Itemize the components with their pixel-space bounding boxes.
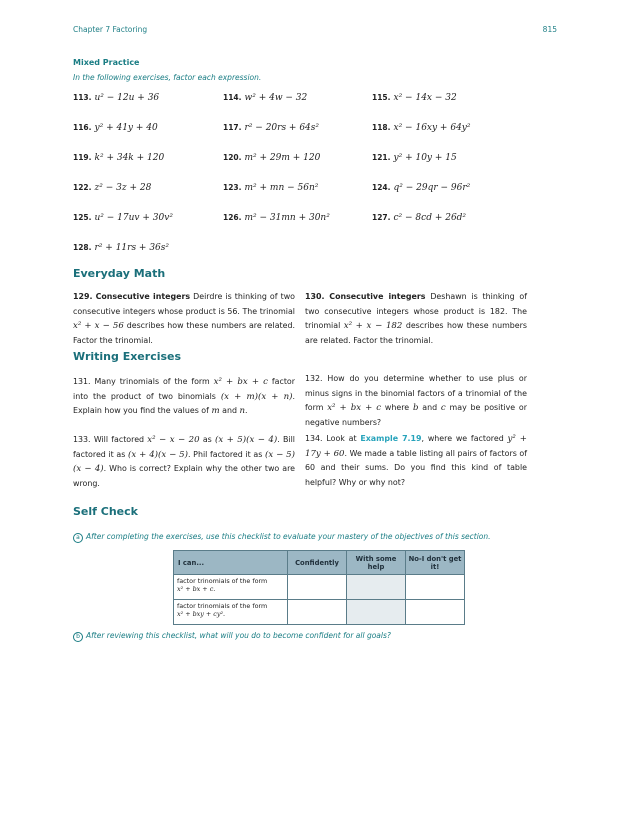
exercise-127: 127. c² − 8cd + 26d²	[372, 213, 467, 223]
exercise-120: 120. m² + 29m + 120	[223, 153, 321, 163]
exercise-115: 115. x² − 14x − 32	[372, 93, 457, 103]
self-check-instruction-a: a After completing the exercises, use this checklist to evaluate your mastery of the objectives of this section.	[73, 532, 491, 543]
exercise-133: 133. Will factored x² − x − 20 as (x + 5)(x − 4). Bill factored it as (x + 4)(x − 5). Phil factored it as (x − 5)(x − 4). Who is correct? Explain why the other two are wrong.	[73, 435, 296, 488]
row-label: factor trinomials of the form x² + bx + c.	[174, 575, 288, 600]
table-row	[174, 575, 465, 600]
table-row	[174, 600, 465, 625]
dont-get-it-cell[interactable]	[406, 600, 465, 625]
everyday-math-title: Everyday Math	[73, 267, 166, 280]
with-help-cell[interactable]	[347, 600, 406, 625]
exercise-132: 132. How do you determine whether to use plus or minus signs in the binomial factors of a trinomial of the form x² + bx + c where b and c may be positive or negative numbers?	[305, 374, 527, 427]
exercise-130: 130. Consecutive integers Deshawn is thinking of two consecutive integers whose product is 182. The trinomial x² + x − 182 describes how these numbers are related. Factor the trinomial.	[305, 292, 528, 345]
self-check-instruction-b: b After reviewing this checklist, what will you do to become confident for all goals?	[73, 631, 391, 642]
marker-b-icon: b	[73, 632, 83, 642]
exercise-118: 118. x² − 16xy + 64y²	[372, 123, 471, 133]
col-header-dont-get-it: No-I don't get it!	[406, 551, 465, 575]
page-number: 815	[542, 25, 557, 34]
mixed-practice-instruction: In the following exercises, factor each expression.	[73, 73, 262, 82]
exercise-134: 134. Look at Example 7.19, where we factored y² + 17y + 60. We made a table listing all pairs of factors of 60 and their sums. Do you find this kind of table helpful? Why or why not?	[305, 434, 528, 487]
row-label: factor trinomials of the form x² + bxy + cy².	[174, 600, 288, 625]
exercise-117: 117. r² − 20rs + 64s²	[223, 123, 320, 133]
example-7-19-link[interactable]: Example 7.19	[360, 434, 422, 443]
marker-a-icon: a	[73, 533, 83, 543]
exercise-128: 128. r² + 11rs + 36s²	[73, 243, 170, 253]
dont-get-it-cell[interactable]	[406, 575, 465, 600]
col-header-with-help: With some help	[347, 551, 406, 575]
self-check-title: Self Check	[73, 505, 138, 518]
writing-exercises-title: Writing Exercises	[73, 350, 182, 363]
col-header-confidently: Confidently	[288, 551, 347, 575]
confidently-cell[interactable]	[288, 575, 347, 600]
confidently-cell[interactable]	[288, 600, 347, 625]
with-help-cell[interactable]	[347, 575, 406, 600]
mixed-practice-title: Mixed Practice	[73, 58, 140, 67]
exercise-114: 114. w² + 4w − 32	[223, 93, 308, 103]
exercise-122: 122. z² − 3z + 28	[73, 183, 152, 193]
exercise-119: 119. k² + 34k + 120	[73, 153, 165, 163]
exercise-113: 113. u² − 12u + 36	[73, 93, 160, 103]
exercise-131: 131. Many trinomials of the form x² + bx + c factor into the product of two binomials (x + m)(x + n). Explain how you find the values of m and n.	[73, 377, 296, 416]
exercise-123: 123. m² + mn − 56n²	[223, 183, 319, 193]
col-header-ican: I can...	[174, 551, 288, 575]
self-check-table	[173, 550, 465, 625]
exercise-129: 129. Consecutive integers Deirdre is thinking of two consecutive integers whose product is 56. The trinomial x² + x − 56 describes how these numbers are related. Factor the trinomial.	[73, 292, 296, 345]
exercise-125: 125. u² − 17uv + 30v²	[73, 213, 173, 223]
exercise-121: 121. y² + 10y + 15	[372, 153, 457, 163]
chapter-header: Chapter 7 Factoring	[73, 25, 148, 34]
exercise-116: 116. y² + 41y + 40	[73, 123, 158, 133]
exercise-124: 124. q² − 29qr − 96r²	[372, 183, 471, 193]
exercise-126: 126. m² − 31mn + 30n²	[223, 213, 330, 223]
